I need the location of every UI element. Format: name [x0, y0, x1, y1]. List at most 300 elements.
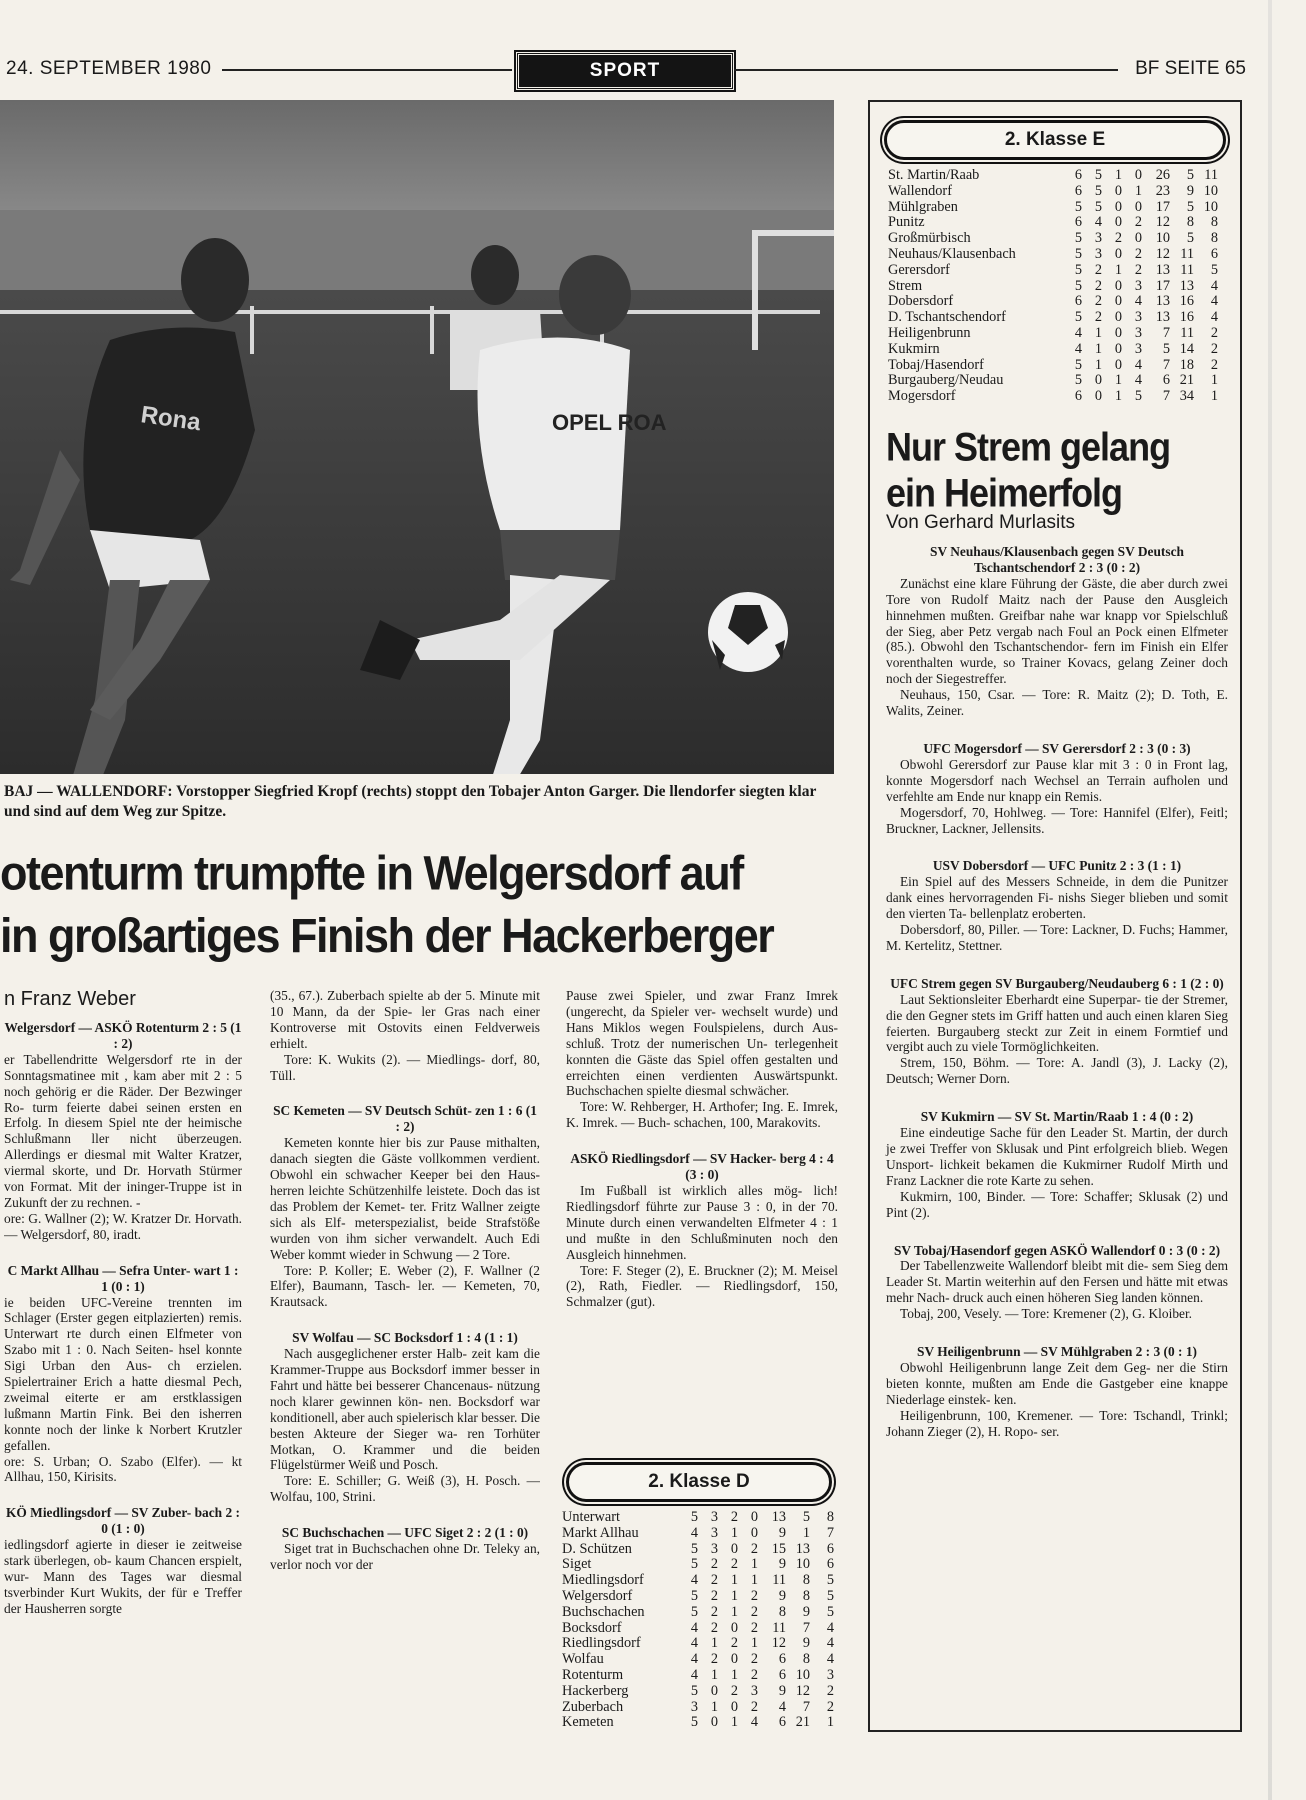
stat-cell: 8	[1186, 214, 1194, 231]
stat-cell: 5	[826, 1587, 834, 1604]
table-d	[562, 1510, 846, 1731]
stat-cell: 14	[1179, 340, 1194, 357]
stat-cell: 4	[826, 1635, 834, 1652]
team-name: D. Tschantschendorf	[888, 309, 1006, 326]
stat-cell: 1	[1210, 388, 1218, 405]
stat-cell: 13	[1179, 277, 1194, 294]
article-byline: n Franz Weber	[4, 988, 136, 1010]
article-column-1	[4, 1020, 242, 1780]
stat-cell: 0	[1114, 245, 1122, 262]
article-paragraph: Zunächst eine klare Führung der Gäste, die aber durch zwei Tore von Rudolf Maitz nach der Pause den Ausgleich hinnehmen mußten. Greifbar nahe war knapp vor Spielschluß der Sieg, aber Petz vergab nach Foul an Pock einen Elfmeter (85.). Obwohl den Tschantschendor- fern im Finish ein Elfer vorenthalten wurde, so Trainer Kovacs, gelang Zeiner doch noch der Siegestreffer.	[886, 575, 1228, 687]
stat-cell: 3	[1094, 245, 1102, 262]
stat-cell: 6	[1162, 372, 1170, 389]
stat-cell: 2	[710, 1572, 718, 1589]
stat-cell: 1	[826, 1714, 834, 1731]
spacer	[886, 836, 1228, 858]
stat-cell: 4	[690, 1524, 698, 1541]
match-title: SV Tobaj/Hasendorf gegen ASKÖ Wallendorf 0 : 3 (0 : 2)	[893, 1242, 1221, 1258]
stat-cell: 2	[710, 1603, 718, 1620]
spacer	[886, 954, 1228, 976]
spacer	[4, 1243, 242, 1263]
stat-cell: 1	[730, 1524, 738, 1541]
stat-cell: 2	[750, 1587, 758, 1604]
sidebar-headline	[886, 424, 1170, 516]
stat-cell: 11	[1180, 261, 1194, 278]
stat-cell: 1	[1114, 167, 1122, 183]
article-paragraph: Pause zwei Spieler, und zwar Franz Imrek (ungerecht, da Spieler ver- wechselt wurde) und Hans Miklos wegen Foulspielens, durch Aus- schluß. Trotz der numerischen Un- terlegenheit konnten die Gäste das Spiel offen gestalten und erreichten einen verdienten Auswärtspunkt. Buchschachen spielte diesmal schwächer.	[566, 988, 838, 1099]
article-headline	[0, 842, 840, 967]
stat-cell: 17	[1155, 198, 1170, 215]
stat-cell: 3	[1134, 340, 1142, 357]
stat-cell: 8	[1210, 230, 1218, 247]
standings-row	[888, 279, 1218, 295]
sidebar-headline-line-2: ein Heimerfolg	[886, 470, 1123, 516]
article-paragraph: Nach ausgeglichener erster Halb- zeit kam die Krammer-Truppe aus Bocksdorf immer besser in Fahrt und hätte bei besserer Chancenaus- nützung noch klarer gewinnen kön- nen. Bocksdorf war konditionell, aber auch spielerisch klar besser. Die besten Akteure der Sieger wa- ren Torhüter Motkan, O. Krammer und die beiden Flügelstürmer Weiß und Posch.	[270, 1346, 540, 1473]
standings-row	[562, 1684, 834, 1700]
stat-cell: 7	[826, 1524, 834, 1541]
stat-cell: 1	[1114, 388, 1122, 405]
stat-cell: 1	[750, 1572, 758, 1589]
stat-cell: 2	[1094, 309, 1102, 326]
stat-cell: 2	[1094, 277, 1102, 294]
stat-cell: 6	[826, 1556, 834, 1573]
stat-cell: 16	[1179, 293, 1194, 310]
team-name: Heiligenbrunn	[888, 324, 971, 341]
stat-cell: 2	[710, 1587, 718, 1604]
standings-row	[562, 1715, 834, 1731]
team-name: Dobersdorf	[888, 293, 954, 310]
headline-line-1: otenturm trumpfte in Welgersdorf auf	[0, 845, 743, 901]
stat-cell: 12	[1155, 214, 1170, 231]
match-title: UFC Strem gegen SV Burgauberg/Neudauberg 6 : 1 (2 : 0)	[890, 975, 1224, 991]
match-title: ASKÖ Riedlingsdorf — SV Hacker- berg 4 : 4 (3 : 0)	[570, 1151, 834, 1183]
stat-cell: 0	[1134, 198, 1142, 215]
stat-cell: 10	[795, 1556, 810, 1573]
stat-cell: 9	[802, 1603, 810, 1620]
stat-cell: 5	[1074, 245, 1082, 262]
stat-cell: 6	[1074, 293, 1082, 310]
stat-cell: 1	[750, 1635, 758, 1652]
stat-cell: 0	[1114, 309, 1122, 326]
stat-cell: 3	[1134, 277, 1142, 294]
standings-row	[562, 1668, 834, 1684]
stat-cell: 8	[826, 1509, 834, 1525]
stat-cell: 11	[772, 1572, 786, 1589]
spacer	[886, 1087, 1228, 1109]
match-title: SC Kemeten — SV Deutsch Schüt- zen 1 : 6 (1 : 2)	[273, 1103, 537, 1135]
stat-cell: 11	[772, 1619, 786, 1636]
stat-cell: 0	[730, 1698, 738, 1715]
match-title: C Markt Allhau — Sefra Unter- wart 1 : 1 (0 : 1)	[7, 1262, 239, 1294]
article-paragraph: Tore: K. Wukits (2). — Miedlings- dorf, 80, Tüll.	[270, 1051, 540, 1083]
stat-cell: 2	[750, 1619, 758, 1636]
stat-cell: 0	[1114, 324, 1122, 341]
stat-cell: 2	[730, 1509, 738, 1525]
stat-cell: 5	[690, 1603, 698, 1620]
spacer	[886, 1221, 1228, 1243]
sidebar-box	[868, 100, 1242, 1732]
stat-cell: 9	[778, 1682, 786, 1699]
standings-row	[888, 215, 1218, 231]
shirt-sponsor-left: Rona	[139, 401, 203, 437]
stat-cell: 1	[730, 1714, 738, 1731]
stat-cell: 2	[1134, 261, 1142, 278]
stat-cell: 5	[1074, 277, 1082, 294]
team-name: Gerersdorf	[888, 261, 950, 278]
stat-cell: 21	[1179, 372, 1194, 389]
stat-cell: 6	[826, 1540, 834, 1557]
stat-cell: 3	[710, 1524, 718, 1541]
stat-cell: 1	[1134, 182, 1142, 199]
standings-row	[888, 263, 1218, 279]
header-rule-right	[734, 69, 1118, 71]
stat-cell: 7	[1162, 388, 1170, 405]
spacer	[270, 1505, 540, 1525]
article-paragraph: Tore: W. Rehberger, H. Arthofer; Ing. E. Imrek, K. Imrek. — Buch- schachen, 100, Marakovits.	[566, 1099, 838, 1131]
page-number: BF SEITE 65	[1135, 58, 1246, 79]
stat-cell: 5	[1186, 230, 1194, 247]
stat-cell: 9	[778, 1587, 786, 1604]
stat-cell: 2	[826, 1682, 834, 1699]
stat-cell: 5	[1186, 167, 1194, 183]
stat-cell: 4	[1210, 277, 1218, 294]
stat-cell: 10	[1155, 230, 1170, 247]
stat-cell: 6	[778, 1714, 786, 1731]
stat-cell: 3	[710, 1540, 718, 1557]
stat-cell: 9	[1186, 182, 1194, 199]
stat-cell: 17	[1155, 277, 1170, 294]
article-paragraph: Im Fußball ist wirklich alles mög- lich! Riedlingsdorf führte zur Pause 3 : 0, in der 70. Minute durch einen verwandelten Elfmeter 4 : 1 und mußte in den Schlußminuten noch den Ausgleich hinnehmen.	[566, 1182, 838, 1262]
stat-cell: 5	[1162, 340, 1170, 357]
article-paragraph: Dobersdorf, 80, Piller. — Tore: Lackner, D. Fuchs; Hammer, M. Kertelitz, Stettner.	[886, 922, 1228, 953]
sidebar-byline: Von Gerhard Murlasits	[886, 512, 1076, 533]
article-paragraph: er Tabellendritte Welgersdorf rte in der Sonntagsmatinee mit , kam aber mit 2 : 5 noch gehörig er die Räder. Der Bezwinger Ro- turm feierte dabei seinen ersten en Erfolg. In diesem Spiel nte der heimische Schlußmann ller nicht überzeugen. Allerdings er diesmal mit Walter Kratzer, viermal skorte, und Dr. Horvath Stürmer von Format. Mit der ininger-Truppe ist in Zukunft der zu rechnen. -	[4, 1051, 242, 1210]
stat-cell: 5	[1074, 261, 1082, 278]
standings-table-d	[562, 1510, 834, 1731]
stat-cell: 5	[802, 1509, 810, 1525]
stat-cell: 15	[771, 1540, 786, 1557]
article-paragraph: Tobaj, 200, Vesely. — Tore: Kremener (2), G. Kloiber.	[900, 1306, 1193, 1322]
match-title: SV Heiligenbrunn — SV Mühlgraben 2 : 3 (0 : 1)	[917, 1344, 1197, 1360]
stat-cell: 1	[802, 1524, 810, 1541]
stat-cell: 7	[1162, 324, 1170, 341]
stat-cell: 1	[710, 1698, 718, 1715]
stat-cell: 16	[1179, 309, 1194, 326]
stat-cell: 1	[730, 1603, 738, 1620]
team-name: St. Martin/Raab	[888, 167, 980, 183]
team-name: Rotenturm	[562, 1666, 624, 1683]
stat-cell: 4	[826, 1619, 834, 1636]
stat-cell: 3	[1134, 309, 1142, 326]
stat-cell: 0	[1114, 277, 1122, 294]
stat-cell: 4	[1210, 293, 1218, 310]
stat-cell: 26	[1155, 167, 1170, 183]
team-name: Welgersdorf	[562, 1587, 633, 1604]
stat-cell: 10	[1203, 198, 1218, 215]
stat-cell: 8	[778, 1603, 786, 1620]
team-name: Bocksdorf	[562, 1619, 622, 1636]
stat-cell: 8	[1210, 214, 1218, 231]
stat-cell: 5	[1134, 388, 1142, 405]
standings-row	[888, 373, 1218, 389]
stat-cell: 5	[1074, 230, 1082, 247]
stat-cell: 3	[1094, 230, 1102, 247]
team-name: Riedlingsdorf	[562, 1635, 641, 1652]
stat-cell: 0	[1094, 372, 1102, 389]
team-name: Hackerberg	[562, 1682, 629, 1699]
stat-cell: 0	[730, 1651, 738, 1668]
stat-cell: 4	[778, 1698, 786, 1715]
stat-cell: 5	[690, 1587, 698, 1604]
stat-cell: 13	[795, 1540, 810, 1557]
match-title: SV Neuhaus/Klausenbach gegen SV Deutsch Tschantschendorf 2 : 3 (0 : 2)	[930, 544, 1184, 575]
stat-cell: 3	[710, 1509, 718, 1525]
stat-cell: 4	[1094, 214, 1102, 231]
stat-cell: 0	[1114, 198, 1122, 215]
sidebar-body	[886, 544, 1228, 1440]
stat-cell: 1	[730, 1587, 738, 1604]
stat-cell: 0	[750, 1524, 758, 1541]
team-name: Wallendorf	[888, 182, 952, 199]
stat-cell: 2	[1134, 214, 1142, 231]
team-name: Wolfau	[562, 1651, 604, 1668]
photo-caption: BAJ — WALLENDORF: Vorstopper Siegfried Kropf (rechts) stoppt den Tobajer Anton Garger. Die llendorfer siegten klar und sind auf dem Weg zur Spitze.	[4, 783, 817, 820]
page-edge	[1268, 0, 1272, 1800]
stat-cell: 5	[1074, 309, 1082, 326]
stat-cell: 4	[690, 1651, 698, 1668]
article-paragraph: Mogersdorf, 70, Hohlweg. — Tore: Hannifel (Elfer), Feitl; Bruckner, Lackner, Jellensits.	[886, 804, 1228, 836]
stat-cell: 5	[690, 1682, 698, 1699]
standings-row	[562, 1605, 834, 1621]
stat-cell: 2	[730, 1556, 738, 1573]
stat-cell: 5	[826, 1603, 834, 1620]
stat-cell: 0	[1094, 388, 1102, 405]
standings-row	[562, 1542, 834, 1558]
article-paragraph: Strem, 150, Böhm. — Tore: A. Jandl (3), J. Lacky (2), Deutsch; Werner Dorn.	[886, 1055, 1228, 1087]
team-name: D. Schützen	[562, 1540, 632, 1557]
stat-cell: 3	[826, 1666, 834, 1683]
article-paragraph: Heiligenbrunn, 100, Kremener. — Tore: Tschandl, Trinkl; Johann Zieger (2), H. Ropo- ser.	[886, 1407, 1228, 1439]
standings-row	[562, 1573, 834, 1589]
stat-cell: 2	[730, 1635, 738, 1652]
stat-cell: 11	[1204, 167, 1218, 183]
standings-row	[888, 342, 1218, 358]
stat-cell: 1	[710, 1666, 718, 1683]
stat-cell: 7	[802, 1698, 810, 1715]
stat-cell: 9	[802, 1635, 810, 1652]
team-name: Miedlingsdorf	[562, 1572, 644, 1589]
stat-cell: 2	[710, 1651, 718, 1668]
stat-cell: 12	[795, 1682, 810, 1699]
stat-cell: 4	[1210, 309, 1218, 326]
stat-cell: 6	[1210, 245, 1218, 262]
standings-row	[562, 1510, 834, 1526]
standings-row	[562, 1526, 834, 1542]
stat-cell: 2	[750, 1540, 758, 1557]
stat-cell: 2	[826, 1698, 834, 1715]
team-name: Tobaj/Hasendorf	[888, 356, 984, 373]
match-photo	[0, 100, 834, 774]
team-name: Kukmirn	[888, 340, 940, 357]
stat-cell: 34	[1179, 388, 1194, 405]
stat-cell: 6	[1074, 167, 1082, 183]
article-paragraph: Obwohl Gerersdorf zur Pause klar mit 3 : 0 in Front lag, konnte Mogersdorf nach Wechsel an Terrain aufholen und verfehlte am Ende nur knapp ein Remis.	[886, 756, 1228, 804]
stat-cell: 5	[690, 1509, 698, 1525]
stat-cell: 10	[1203, 182, 1218, 199]
stat-cell: 1	[1114, 261, 1122, 278]
stat-cell: 5	[1094, 167, 1102, 183]
article-paragraph: Ein Spiel auf des Messers Schneide, in dem die Punitzer dank eines hervorragenden Fi- nishs Sieger blieben und somit den vierten Ta- bellenplatz eroberten.	[886, 874, 1228, 922]
article-paragraph: Der Tabellenzweite Wallendorf bleibt mit die- sem Sieg dem Leader St. Martin weiterhin auf den Fersen und hätte mit etwas mehr Nach- druck auch einen höheren Sieg landen können.	[886, 1258, 1228, 1306]
team-name: Punitz	[888, 214, 925, 231]
standings-row	[888, 231, 1218, 247]
stat-cell: 1	[1094, 356, 1102, 373]
stat-cell: 13	[771, 1509, 786, 1525]
spacer	[886, 719, 1228, 741]
stat-cell: 9	[778, 1556, 786, 1573]
article-paragraph: Kukmirn, 100, Binder. — Tore: Schaffer; Sklusak (2) und Pint (2).	[886, 1188, 1228, 1220]
article-paragraph: ore: G. Wallner (2); W. Kratzer Dr. Horvath. — Welgersdorf, 80, iradt.	[4, 1210, 242, 1242]
stat-cell: 8	[802, 1572, 810, 1589]
stat-cell: 0	[1114, 356, 1122, 373]
stat-cell: 0	[730, 1619, 738, 1636]
issue-date: 24. SEPTEMBER 1980	[6, 58, 212, 79]
sidebar-headline-line-1: Nur Strem gelang	[886, 424, 1171, 470]
stat-cell: 2	[1094, 293, 1102, 310]
team-name: Unterwart	[562, 1509, 620, 1525]
article-paragraph: Laut Sektionsleiter Eberhardt eine Superpar- tie der Stremer, die den Gegner stets im Griff hatten und auch einen klaren Sieg feierten. Burgauberg steckt zur Zeit in einem Formtief und vergibt auch zu viele Tormöglichkeiten.	[886, 991, 1228, 1055]
stat-cell: 6	[1074, 214, 1082, 231]
standings-table-e	[888, 168, 1218, 405]
team-name: Burgauberg/Neudau	[888, 372, 1004, 389]
article-paragraph: ore: S. Urban; O. Szabo (Elfer). — kt Allhau, 150, Kirisits.	[4, 1453, 242, 1485]
article-paragraph: iedlingsdorf agierte in dieser ie zeitweise stark überlegen, ob- kaum Chancen erspielt, wur- Mann des Tages war diesmal tsverbinder Kurt Wukits, der für e Treffer der Hausherren sorgte	[4, 1537, 242, 1616]
standings-row	[888, 389, 1218, 405]
spacer	[886, 1322, 1228, 1344]
stat-cell: 4	[1074, 324, 1082, 341]
match-title: SV Wolfau — SC Bocksdorf 1 : 4 (1 : 1)	[292, 1330, 518, 1346]
article-paragraph: ie beiden UFC-Vereine trennten im Schlager (Erster gegen eitplazierten) remis. Unterwart rte durch einen Elfmeter von Szabo mit 1 : 0. Nach Seiten- hsel konnte Sigi Urban den Aus- ch erzielen. Spielertrainer Erich a hatte diesmal Pech, zweimal eiterte er am erstklassigen lußmann Martin Fink. Bei den isherren konnte noch der linke k Norbert Krutzler gefallen.	[4, 1294, 242, 1453]
stat-cell: 5	[1094, 182, 1102, 199]
stat-cell: 2	[710, 1619, 718, 1636]
stat-cell: 0	[1134, 230, 1142, 247]
stat-cell: 0	[1114, 340, 1122, 357]
stat-cell: 1	[750, 1556, 758, 1573]
stat-cell: 3	[750, 1682, 758, 1699]
stat-cell: 9	[778, 1524, 786, 1541]
stat-cell: 2	[1114, 230, 1122, 247]
stat-cell: 6	[1074, 388, 1082, 405]
stat-cell: 2	[730, 1682, 738, 1699]
team-name: Zuberbach	[562, 1698, 624, 1715]
stat-cell: 2	[1210, 324, 1218, 341]
match-title: USV Dobersdorf — UFC Punitz 2 : 3 (1 : 1)	[932, 858, 1182, 874]
stat-cell: 5	[826, 1572, 834, 1589]
stat-cell: 5	[1074, 198, 1082, 215]
stat-cell: 2	[710, 1556, 718, 1573]
stat-cell: 5	[690, 1714, 698, 1731]
stat-cell: 7	[802, 1619, 810, 1636]
stat-cell: 5	[690, 1556, 698, 1573]
stat-cell: 1	[710, 1635, 718, 1652]
stat-cell: 4	[690, 1572, 698, 1589]
match-title: UFC Mogersdorf — SV Gerersdorf 2 : 3 (0 : 3)	[923, 740, 1191, 756]
stat-cell: 1	[1094, 324, 1102, 341]
standings-row	[562, 1557, 834, 1573]
stat-cell: 1	[730, 1666, 738, 1683]
stat-cell: 12	[1155, 245, 1170, 262]
spacer	[566, 1131, 838, 1151]
stat-cell: 11	[1180, 245, 1194, 262]
stat-cell: 2	[750, 1666, 758, 1683]
stat-cell: 18	[1179, 356, 1194, 373]
stat-cell: 0	[730, 1540, 738, 1557]
standings-row	[888, 310, 1218, 326]
article-paragraph: Obwohl Heiligenbrunn lange Zeit dem Geg- ner die Stirn bieten konnte, mußten am Ende die Gastgeber eine knappe Niederlage einstek- ken.	[886, 1359, 1228, 1407]
standings-row	[888, 168, 1218, 184]
stat-cell: 4	[690, 1666, 698, 1683]
stat-cell: 23	[1155, 182, 1170, 199]
team-name: Neuhaus/Klausenbach	[888, 245, 1016, 262]
stat-cell: 8	[802, 1651, 810, 1668]
article-paragraph: Neuhaus, 150, Csar. — Tore: R. Maitz (2); D. Toth, E. Walits, Zeiner.	[886, 687, 1228, 719]
team-name: Siget	[562, 1556, 592, 1573]
stat-cell: 0	[710, 1714, 718, 1731]
stat-cell: 11	[1180, 324, 1194, 341]
match-title: KÖ Miedlingsdorf — SV Zuber- bach 2 : 0 (1 : 0)	[6, 1505, 240, 1537]
stat-cell: 2	[750, 1651, 758, 1668]
article-column-3	[566, 988, 838, 1458]
team-name: Mogersdorf	[888, 388, 956, 405]
standings-row	[888, 294, 1218, 310]
match-title: SV Kukmirn — SV St. Martin/Raab 1 : 4 (0 : 2)	[920, 1109, 1194, 1125]
stat-cell: 4	[690, 1635, 698, 1652]
team-name: Mühlgraben	[888, 198, 958, 215]
stat-cell: 5	[690, 1540, 698, 1557]
stat-cell: 2	[1134, 245, 1142, 262]
standings-row	[888, 326, 1218, 342]
stat-cell: 2	[750, 1603, 758, 1620]
standings-row	[562, 1589, 834, 1605]
standings-row	[888, 200, 1218, 216]
stat-cell: 1	[730, 1572, 738, 1589]
team-name: Kemeten	[562, 1714, 614, 1731]
stat-cell: 1	[1114, 372, 1122, 389]
stat-cell: 5	[1074, 356, 1082, 373]
stat-cell: 5	[1210, 261, 1218, 278]
team-name: Markt Allhau	[562, 1524, 639, 1541]
standings-row	[888, 358, 1218, 374]
table-d-title: 2. Klasse D	[566, 1462, 832, 1502]
headline-line-2: in großartiges Finish der Hackerberger	[0, 907, 774, 963]
table-e-title: 2. Klasse E	[884, 120, 1226, 160]
spacer	[4, 1485, 242, 1505]
spacer	[270, 1310, 540, 1330]
stat-cell: 4	[826, 1651, 834, 1668]
section-label: SPORT	[516, 52, 734, 90]
standings-row	[888, 184, 1218, 200]
stat-cell: 4	[1134, 293, 1142, 310]
article-paragraph: Eine eindeutige Sache für den Leader St. Martin, der durch je zwei Treffer von Sklusak und Pint erfolgreich blieb. Wegen Unsport- lichkeit bekamen die Kukmirner Rudolf Mirth und Franz Lackner die rote Karte zu sehen.	[886, 1125, 1228, 1188]
stat-cell: 13	[1155, 309, 1170, 326]
stat-cell: 7	[1162, 356, 1170, 373]
standings-row	[562, 1652, 834, 1668]
match-title: SC Buchschachen — UFC Siget 2 : 2 (1 : 0)	[281, 1525, 529, 1541]
stat-cell: 2	[1210, 356, 1218, 373]
article-paragraph: Tore: F. Steger (2), E. Bruckner (2); M. Meisel (2), Rath, Fiedler. — Riedlingsdorf, 150, Schmalzer (gut).	[566, 1262, 838, 1310]
stat-cell: 8	[802, 1587, 810, 1604]
team-name: Großmürbisch	[888, 230, 971, 247]
